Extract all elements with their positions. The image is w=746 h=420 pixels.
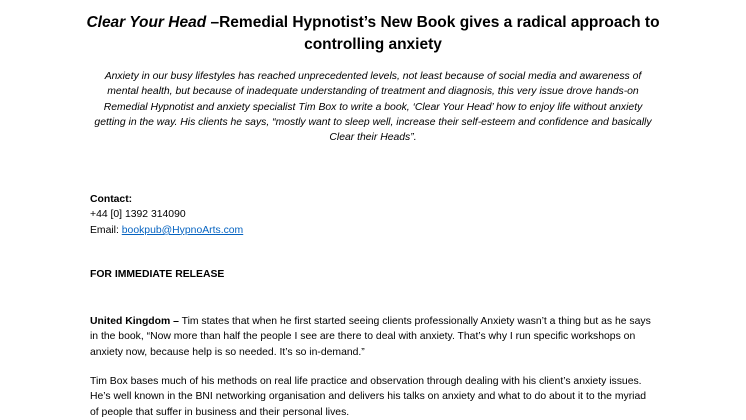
contact-phone: +44 [0] 1392 314090 — [90, 209, 186, 221]
release-label: FOR IMMEDIATE RELEASE — [90, 269, 225, 280]
body-paragraph-1-text: Tim states that when he first started seeing clients professionally Anxiety wasn’t a thing but as he says in the book, “Now more than half the people I see are there to deal with anxiety. That’s why I run specific workshops on anxiety now, because help is so needed. It’s so in-demand.” — [90, 316, 651, 358]
email-label: Email: — [90, 224, 122, 236]
body-paragraph-1 — [90, 314, 656, 360]
headline — [60, 12, 686, 56]
contact-email-line — [90, 223, 650, 238]
headline-book-title: Clear Your Head — [86, 14, 207, 31]
contact-block — [90, 192, 650, 238]
body-paragraph-2: Tim Box bases much of his methods on real life practice and observation through dealing with his client’s anxiety issues. He’s well known in the BNI networking organisation and delivers his talks on anxiety and what to do about it to the myriad of people that suffer in business and their personal lives. — [90, 376, 647, 418]
contact-label: Contact: — [90, 194, 133, 205]
headline-text: –Remedial Hypnotist’s New Book gives a radical approach to controlling anxiety — [206, 14, 660, 53]
email-link[interactable]: bookpub@HypnoArts.com — [121, 224, 244, 236]
lead-paragraph: Anxiety in our busy lifestyles has reached unprecedented levels, not least because of social media and awareness of mental health, but because of inadequate understanding of treatment and diagnosis, this very issue drove hands-on Remedial Hypnotist and anxiety specialist Tim Box to write a book, ‘Clear Your Head’ how to enjoy life without anxiety getting in the way. His clients he says, “mostly want to sleep well, increase their self-esteem and confidence and basically Clear their Heads”. — [94, 71, 652, 144]
dateline: United Kingdom – — [90, 316, 179, 327]
